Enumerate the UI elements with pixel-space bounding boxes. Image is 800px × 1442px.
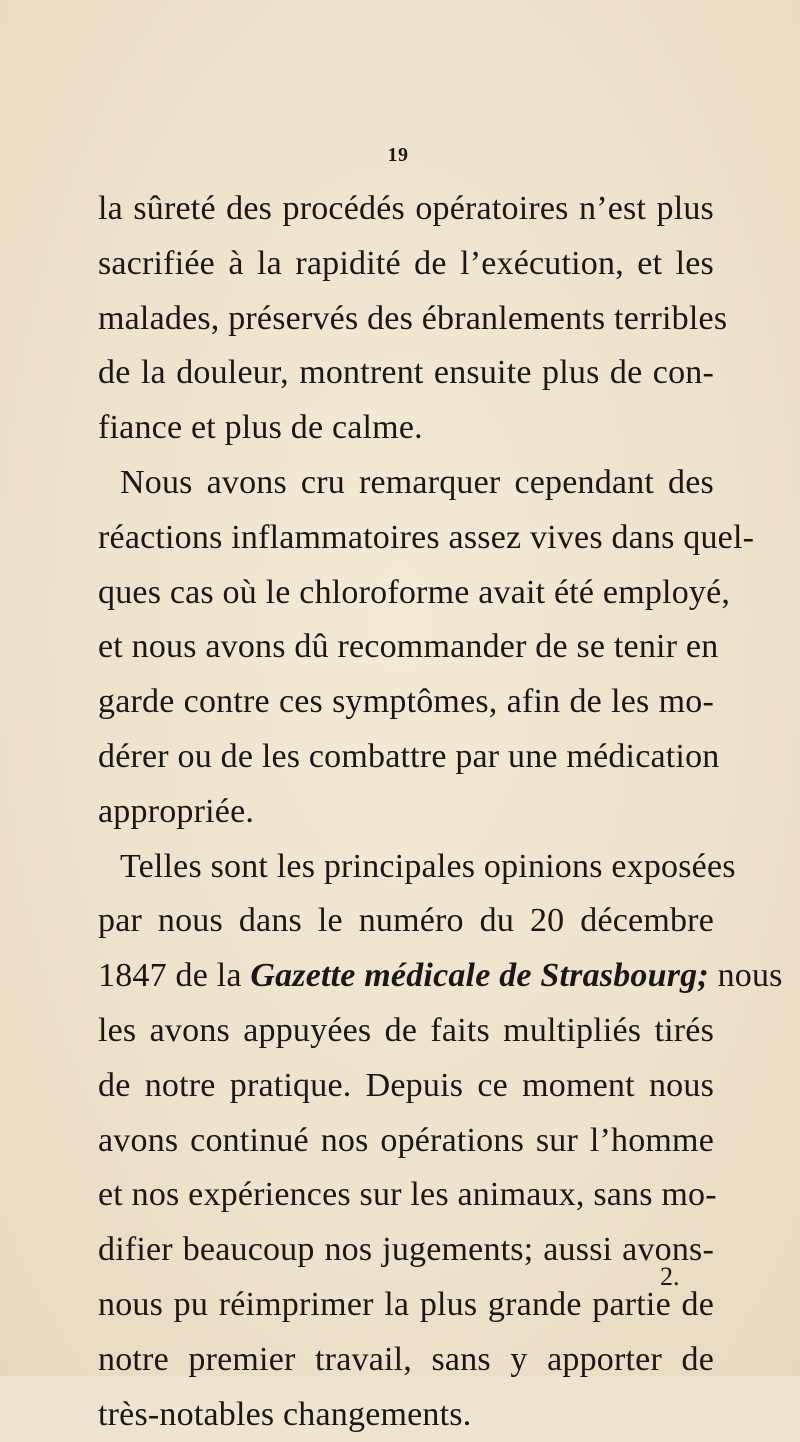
text-line: par nous dans le numéro du 20 décembre — [98, 902, 714, 940]
text-line: et nos expériences sur les animaux, sans mo- — [98, 1176, 717, 1214]
text-line-with-citation — [98, 949, 783, 1004]
text-line: Telles sont les principales opinions exposées — [120, 847, 736, 885]
text-line: et nous avons dû recommander de se tenir en — [98, 628, 719, 666]
body-text — [98, 182, 783, 1442]
text-line: Nous avons cru remarquer cependant des — [120, 463, 714, 501]
text-line: de la douleur, montrent ensuite plus de con- — [98, 354, 714, 392]
citation-prefix: 1847 de la — [98, 957, 251, 995]
citation-suffix: nous — [708, 957, 783, 995]
text-line: appropriée. — [98, 792, 255, 830]
text-line: dérer ou de les combattre par une médication — [98, 737, 720, 775]
text-line: fiance et plus de calme. — [98, 409, 423, 447]
text-line: la sûreté des procédés opératoires n’est plus — [98, 190, 714, 227]
page-number: 19 — [387, 144, 409, 166]
text-line: très-notables changements. — [98, 1395, 472, 1433]
text-line: garde contre ces symptômes, afin de les mo- — [98, 683, 714, 721]
text-line: malades, préservés des ébranlements terribles — [98, 299, 728, 337]
text-line: sacrifiée à la rapidité de l’exécution, et les — [98, 244, 714, 282]
text-line: ques cas où le chloroforme avait été employé, — [98, 573, 731, 611]
text-line: les avons appuyées de faits multipliés tirés — [98, 1011, 714, 1049]
signature-mark: 2. — [660, 1262, 680, 1291]
text-line: avons continué nos opérations sur l’homme — [98, 1121, 714, 1159]
text-line: réactions inflammatoires assez vives dans quel- — [98, 518, 755, 556]
text-line: difier beaucoup nos jugements; aussi avons- — [98, 1231, 714, 1269]
journal-title: Gazette médicale de Strasbourg; — [250, 957, 709, 995]
text-line: nous pu réimprimer la plus grande partie de — [98, 1285, 714, 1323]
text-line: de notre pratique. Depuis ce moment nous — [98, 1066, 714, 1104]
text-line: notre premier travail, sans y apporter de — [98, 1340, 714, 1378]
